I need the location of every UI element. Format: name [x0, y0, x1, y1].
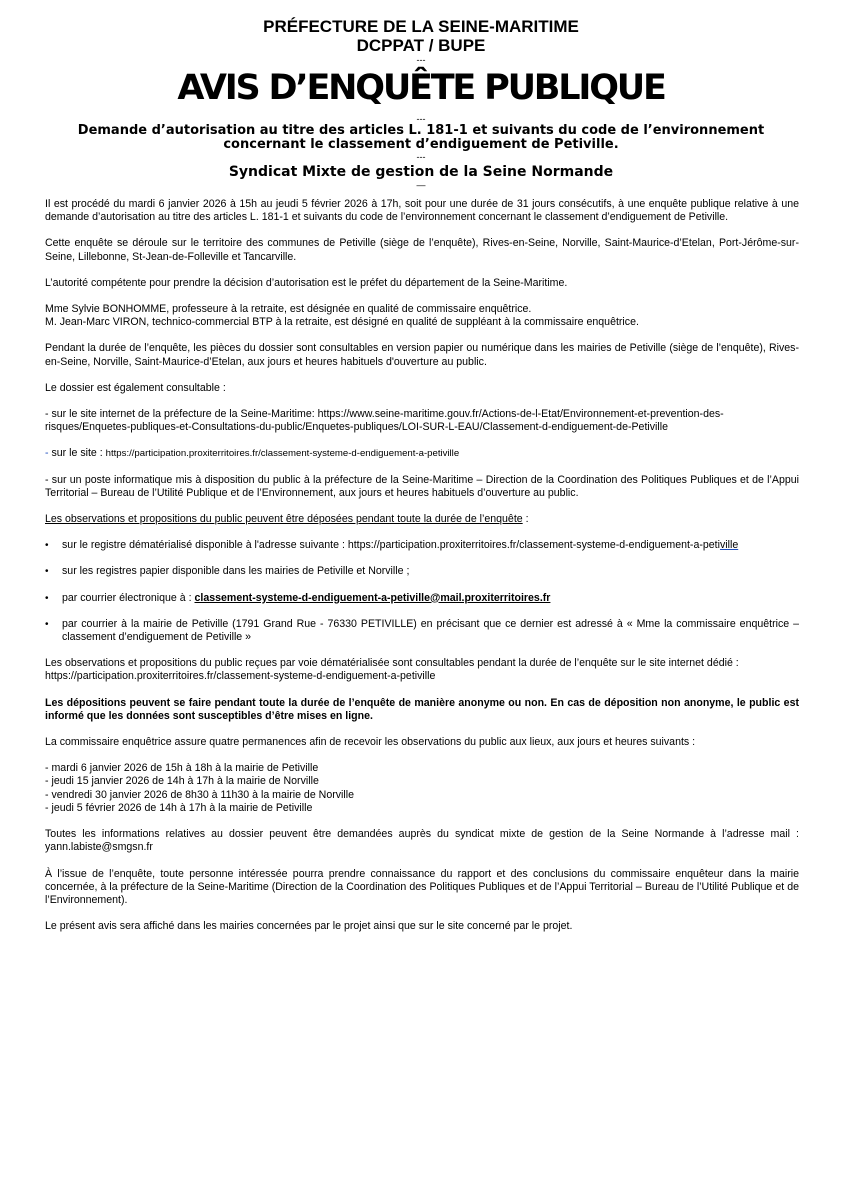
document-header — [0, 17, 842, 190]
permanences-list — [45, 762, 799, 815]
paragraph-also-available: Le dossier est également consultable : — [45, 381, 226, 394]
paragraph-consultation: Pendant la durée de l’enquête, les pièces du dossier sont consultables en version papier ou numérique dans les mairies de Petiville (siège de l’enquête), Rives-en-Seine, Norville, Saint-Maurice-d’Etelan, aux jours et heures habituels d'ouverture au public. — [45, 342, 799, 368]
list-item: • par courrier à la mairie de Petiville (1791 Grand Rue - 76330 PETIVILLE) en précisant que ce dernier est adressé à « Mme la commissaire enquêtrice – classement d’endiguement de Petiville » — [45, 618, 799, 644]
paragraph-prefecture-site: - sur le site internet de la préfecture de la Seine-Maritime: https://www.seine-maritime.gouv.fr/Actions-de-l-Etat/Environnement-et-prevention-des-risques/Enquetes-publiques-et-Consultations-du-public/Enquetes-publiques/LOI-SUR-L-EAU/Classement-d-endiguement-de-Petiville — [45, 408, 724, 434]
permanence-item: - mardi 6 janvier 2026 de 15h à 18h à la mairie de Petiville — [45, 762, 319, 775]
email-link[interactable]: classement-systeme-d-endiguement-a-petiville@mail.proxiterritoires.fr — [194, 591, 551, 604]
observations-heading — [45, 513, 799, 526]
permanence-item: - vendredi 30 janvier 2026 de 8h30 à 11h30 à la mairie de Norville — [45, 788, 354, 801]
paragraph-participation-site — [45, 447, 799, 460]
registry-link-tail[interactable]: ville — [719, 539, 739, 552]
service-name: DCPPAT / BUPE — [356, 36, 486, 55]
paragraph-computer-access: - sur un poste informatique mis à disposition du public à la préfecture de la Seine-Maritime – Direction de la Coordination des Politiques Publiques et de l’Appui Territorial – Bureau de l’Utilité Publique et de l’Environnement, aux jours et heures habituels d’ouverture au public. — [45, 473, 799, 499]
paragraph-communes: Cette enquête se déroule sur le territoire des communes de Petiville (siège de l’enquête), Rives-en-Seine, Norville, Saint-Maurice-d’Etelan, Port-Jérôme-sur-Seine, Lillebonne, St-Jean-de-Folleville et Tancarville. — [45, 237, 799, 263]
paragraph-report: À l’issue de l’enquête, toute personne intéressée pourra prendre connaissance du rapport et des conclusions du commissaire enquêteur dans la mairie concernée, à la préfecture de la Seine-Maritime (Direction de la Coordination des Politiques Publiques et de l’Appui Territorial – Bureau de l’Utilité Publique et de l’Environnement). — [45, 867, 799, 906]
paragraph-dates: Il est procédé du mardi 6 janvier 2026 à 15h au jeudi 5 février 2026 à 17h, soit pour une durée de 31 jours consécutifs, à une enquête publique relative à une demande d’autorisation au titre des articles L. 181-1 et suivants du code de l’environnement concernant le classement d’endiguement de Petiville. — [45, 198, 799, 224]
separator: — — [416, 180, 426, 190]
paragraph-permanences-intro: La commissaire enquêtrice assure quatre permanences afin de recevoir les observations du public aux lieux, aux jours et heures suivants : — [45, 736, 696, 749]
paragraph-contact: Toutes les informations relatives au dossier peuvent être demandées auprès du syndicat mixte de gestion de la Seine Normande à l’adresse mail : yann.labiste@smgsn.fr — [45, 828, 799, 854]
site-label: sur le site : — [48, 447, 106, 460]
registry-text: sur le registre dématérialisé disponible à l'adresse suivante : https://participation.proxiterritoires.fr/classement-systeme-d-endiguement-a-peti — [62, 539, 720, 552]
page-title: AVIS D’ENQUÊTE PUBLIQUE — [177, 68, 665, 108]
separator: --- — [416, 114, 426, 124]
list-item: • sur les registres papier disponible dans les mairies de Petiville et Norville ; — [45, 565, 799, 578]
separator: --- — [416, 55, 426, 65]
email-label: par courrier électronique à : — [62, 591, 195, 604]
prefecture-name: PRÉFECTURE DE LA SEINE-MARITIME — [263, 17, 579, 36]
paragraph-online-observations: Les observations et propositions du public reçues par voie dématérialisée sont consultables pendant la durée de l’enquête sur le site internet dédié : https://participation.proxiterritoires.fr/classement-systeme-d-endiguement-a-petiville — [45, 657, 739, 683]
permanence-item: - jeudi 15 janvier 2026 de 14h à 17h à la mairie de Norville — [45, 775, 319, 788]
paragraph-authority: L’autorité compétente pour prendre la décision d’autorisation est le préfet du département de la Seine-Maritime. — [45, 276, 568, 289]
paragraph-commissioner: Mme Sylvie BONHOMME, professeure à la retraite, est désignée en qualité de commissaire enquêtrice. — [45, 303, 532, 316]
applicant-name: Syndicat Mixte de gestion de la Seine Normande — [228, 164, 614, 180]
list-item — [45, 592, 799, 605]
participation-link[interactable]: https://participation.proxiterritoires.fr/classement-systeme-d-endiguement-a-petiville — [105, 448, 460, 460]
permanence-item: - jeudi 5 février 2026 de 14h à 17h à la mairie de Petiville — [45, 801, 313, 814]
separator: --- — [416, 152, 426, 162]
paragraph-anonymity: Les dépositions peuvent se faire pendant toute la durée de l’enquête de manière anonyme ou non. En cas de déposition non anonyme, le public est informé que les données sont susceptibles d’être mises en ligne. — [45, 696, 799, 722]
notice-body — [45, 198, 799, 946]
dash: - — [45, 447, 49, 460]
list-item — [45, 539, 799, 552]
paragraph-substitute: M. Jean-Marc VIRON, technico-commercial BTP à la retraite, est désigné en qualité de suppléant à la commissaire enquêtrice. — [45, 316, 639, 329]
submission-methods-list — [45, 539, 799, 644]
subject-line: Demande d’autorisation au titre des articles L. 181-1 et suivants du code de l’environnement concernant le classement d’endiguement de Petiville. — [77, 123, 765, 152]
colon: : — [522, 513, 529, 526]
paragraph-display: Le présent avis sera affiché dans les mairies concernées par le projet ainsi que sur le site concerné par le projet. — [45, 920, 573, 933]
observations-heading-text: Les observations et propositions du public peuvent être déposées pendant toute la durée de l’enquête — [45, 513, 523, 526]
